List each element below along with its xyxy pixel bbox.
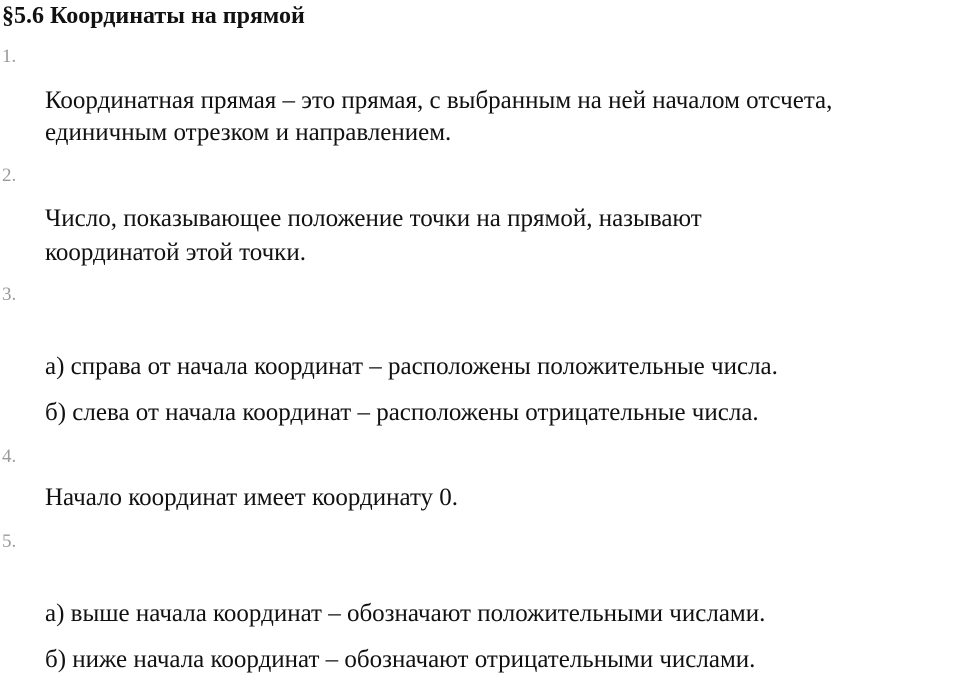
- item-4-line-1: Начало координат имеет координату 0.: [45, 484, 459, 511]
- item-2-line-1: Число, показывающее положение точки на прямой, называют: [45, 205, 702, 232]
- item-1-line-2: единичным отрезком и направлением.: [45, 119, 452, 146]
- item-number-5: 5.: [2, 531, 17, 552]
- item-5-line-b: б) ниже начала координат – обозначают отрицательными числами.: [45, 646, 756, 673]
- item-3-line-b: б) слева от начала координат – расположены отрицательные числа.: [45, 399, 759, 426]
- item-number-1: 1.: [2, 46, 17, 67]
- item-3-line-a: а) справа от начала координат – расположены положительные числа.: [45, 353, 778, 380]
- item-number-3: 3.: [2, 284, 17, 305]
- section-title: §5.6 Координаты на прямой: [2, 3, 305, 29]
- item-number-2: 2.: [2, 165, 17, 186]
- item-5-line-a: а) выше начала координат – обозначают положительными числами.: [45, 600, 766, 627]
- item-number-4: 4.: [2, 446, 17, 467]
- item-2-line-2: координатой этой точки.: [45, 239, 306, 266]
- item-1-line-1: Координатная прямая – это прямая, с выбранным на ней началом отсчета,: [45, 87, 833, 114]
